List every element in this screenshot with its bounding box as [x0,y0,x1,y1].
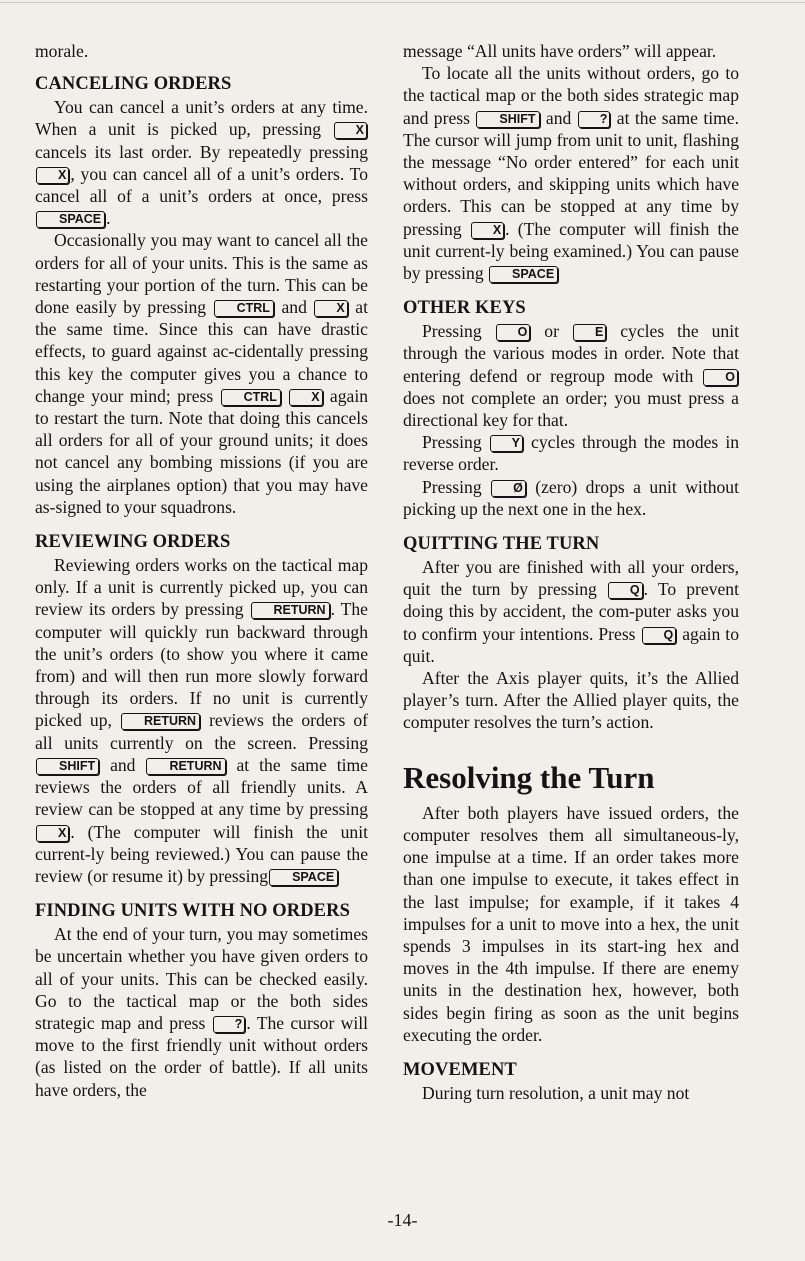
key-shift-icon: SHIFT [476,111,539,128]
paragraph-reviewing-1 [35,554,368,887]
section-title-resolving-turn: Resolving the Turn [403,759,655,795]
key-return-icon: RETURN [146,758,225,775]
text-run: does not complete an order; you must press a directional key for that. [403,387,739,431]
text-run: Reviewing orders works on the tactical map only. If a unit is currently picked up, you can review its orders by pressing [35,555,368,620]
text-run: or [531,321,572,342]
text-run: Pressing [422,476,491,497]
text-run: . The computer will quickly run backward through the unit’s orders (to show you where it came from) and will then run more slowly forward through its orders. If no unit is currently picked up, [35,599,368,731]
text-run: cancels its last order. By repeatedly pressing [35,141,368,162]
paragraph-other-keys-3 [403,476,739,520]
text-run: After you are finished with all your orders, quit the turn by pressing [403,557,739,600]
heading-reviewing-orders: REVIEWING ORDERS [35,532,231,553]
text-run: and [100,754,146,775]
paragraph-resolving-1: After both players have issued orders, the computer resolves them all simultaneous-ly, one impulse at a time. If an order takes more than one impulse to execute, it takes effect in the last impulse; for example, if it takes 4 impulses for a unit to move into a hex, the unit spends 3 impulses in its start-ing hex and moves in the 4th impulse. If there are enemy units in the destination hex, however, both sides begin firing as soon as the unit begins executing the order. [403,802,739,1045]
heading-finding-units: FINDING UNITS WITH NO ORDERS [35,901,350,922]
paragraph-movement-1: During turn resolution, a unit may not [422,1082,690,1103]
paragraph-finding-1 [35,923,368,1101]
key-ctrl-icon: CTRL [214,300,274,317]
text-run: You can cancel a unit’s orders at any time. When a unit is picked up, pressing [35,97,368,140]
right-column [403,40,739,1104]
key-return-icon: RETURN [121,713,200,730]
paragraph-locate-units [403,62,739,284]
heading-quitting-turn: QUITTING THE TURN [403,534,600,555]
key-question-icon: ? [578,111,611,128]
left-column [35,40,368,1101]
key-space-icon: SPACE [36,211,105,228]
key-question-icon: ? [213,1016,246,1033]
paragraph-canceling-1 [35,96,368,229]
key-space-icon: SPACE [489,266,558,283]
text-run: at the same time. The cursor will jump from unit to unit, flashing the message “No order entered” for each unit without orders, and skipping units which have orders. This can be stopped at any time by pressing [403,107,740,239]
text-run: At the end of your turn, you may sometimes be uncertain whether you have given orders to all of your units. This can be checked easily. Go to the tactical map or the both sides strategic map and press [35,924,368,1033]
text-run: , you can cancel all of a unit’s orders. To cancel all of a unit’s orders at once, press [35,163,368,207]
continued-paragraph: morale. [35,41,89,61]
text-run: again to quit. [403,623,739,666]
text-run: . To prevent doing this by accident, the com-puter asks you to confirm your intentions. Press [403,579,739,644]
text-run: Occasionally you may want to cancel all the orders for all of your units. This is the same as restarting your portion of the turn. This can be done easily by pressing [35,230,368,318]
text-run: reviews the orders of all units currently on the screen. Pressing [35,710,368,753]
paragraph-other-keys-1 [403,320,739,431]
text-run: Pressing [422,432,489,453]
key-e-icon: E [573,324,606,341]
paragraph-canceling-2 [35,229,368,518]
text-run: . The cursor will move to the first friendly unit without orders (as listed on the order of battle). If all units have orders, the [35,1012,368,1100]
text-run: and [274,297,314,318]
heading-other-keys: OTHER KEYS [403,298,526,319]
key-o-icon: O [703,369,738,386]
key-return-icon: RETURN [251,602,330,619]
key-q-icon: Q [608,582,643,599]
heading-canceling-orders: CANCELING ORDERS [35,74,232,95]
text-run: at the same time reviews the orders of all friendly units. A review can be stopped at any time by pressing [35,754,368,820]
key-space-icon: SPACE [269,869,338,886]
paragraph-quitting-2: After the Axis player quits, it’s the Allied player’s turn. After the Allied player quits, the computer resolves the turn’s action. [403,668,739,733]
continued-paragraph: message “All units have orders” will appear. [403,41,717,61]
text-run: and [540,107,577,128]
text-run: . (The computer will finish the unit current-ly being examined.) You can pause by pressing [403,218,739,284]
heading-movement: MOVEMENT [403,1059,517,1080]
text-run: cycles through the modes in reverse order. [403,432,740,475]
paragraph-quitting-1 [403,556,739,667]
paragraph-other-keys-2 [403,431,739,475]
text-run: To locate all the units without orders, go to the tactical map or the both sides strategic map and press [403,63,739,128]
key-x-icon: X [289,389,322,406]
text-run: cycles the unit through the various modes in order. Note that entering defend or regroup mode with [403,321,740,386]
text-run: Pressing [422,321,495,342]
key-x-icon: X [471,222,504,239]
key-ctrl-icon: CTRL [221,389,281,406]
key-y-icon: Y [490,435,523,452]
key-shift-icon: SHIFT [36,758,99,775]
text-run: . (The computer will finish the unit current-ly being reviewed.) You can pause the review (or resume it) by pressing [35,821,368,886]
key-x-icon: X [334,122,367,139]
key-o-icon: O [496,324,531,341]
key-x-icon: X [36,167,69,184]
key-x-icon: X [36,825,69,842]
key-x-icon: X [314,300,347,317]
text-run: (zero) drops a unit without picking up the next one in the hex. [403,476,739,519]
page-number: -14- [387,1210,418,1230]
text-run: . [106,208,111,229]
page-top-rule [0,2,805,3]
text-run: again to restart the turn. Note that doing this cancels all orders for all of your ground units; it does not cancel any bombing missions (if you are using the airplanes option) that you may have as-signed to your squadrons. [35,385,369,517]
key-q-icon: Q [642,627,677,644]
text-run: at the same time. Since this can have drastic effects, to guard against ac-cidentally pressing this key the computer gives you a chance to change your mind; press [35,297,368,406]
key-zero-icon: Ø [491,480,526,497]
